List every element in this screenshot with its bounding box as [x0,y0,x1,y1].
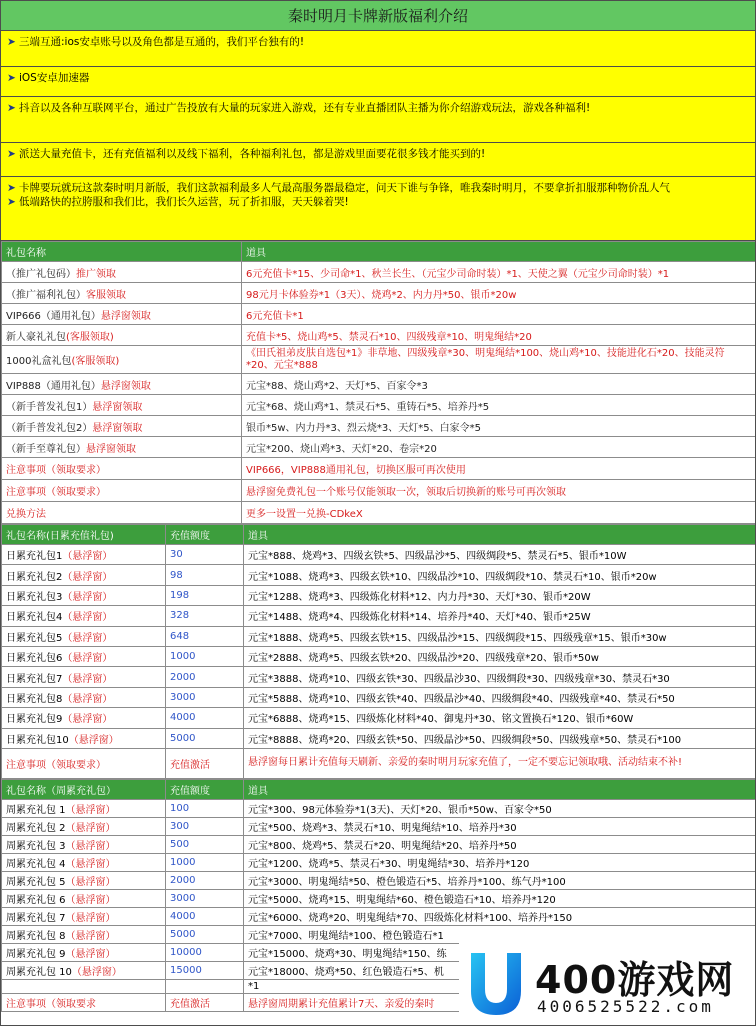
table-row [2,626,756,646]
gift-items: 元宝*1200、烧鸡*5、禁灵石*30、明鬼绳结*30、培养丹*120 [244,853,756,871]
gift-items: 元宝*1088、烧鸡*3、四级玄铁*10、四级晶沙*10、四级绸段*10、禁灵石*10、银币*20w [244,565,756,585]
gift-name: （推广礼包码） [6,268,76,280]
gift-name: （推广福利礼包） [6,289,86,301]
gift-name: （新手至尊礼包） [6,443,86,455]
table-row [2,395,756,416]
arrow-icon: ➤ [7,102,16,114]
gift-name: 周累充礼包 4 [6,858,66,870]
intro-text: 低端路快的拉胯服和我们比，我们长久运营，玩了折扣服，天天躲着哭! [19,196,349,208]
header-name: 礼包名称(日累充值礼包) [2,525,166,545]
claim-method: (客服领取) [66,331,114,343]
gift-tag: （悬浮窗） [62,693,113,705]
recharge-amount: 15000 [166,961,244,979]
table-row [2,262,756,283]
gift-tag: （悬浮窗） [62,714,113,726]
table-row [2,606,756,626]
intro-text: 三端互通:ios安卓账号以及角色都是互通的，我们平台独有的! [19,36,305,48]
gift-name: 日累充礼包8 [6,693,63,705]
table-row [2,646,756,666]
recharge-amount: 328 [166,606,244,626]
recharge-amount: 5000 [166,925,244,943]
arrow-icon: ➤ [7,36,16,48]
note-amount: 充值激活 [166,993,244,1011]
gift-items: 元宝*1488、烧鸡*4、四级炼化材料*14、培养丹*40、天灯*40、银币*25W [244,606,756,626]
table-row [2,667,756,687]
table-row [2,817,756,835]
gift-name: （新手普发礼包2） [6,422,93,434]
arrow-icon: ➤ [7,148,16,160]
header-amount: 充值额度 [166,525,244,545]
recharge-amount: 4000 [166,907,244,925]
arrow-icon: ➤ [7,182,16,194]
intro-text: 抖音以及各种互联网平台，通过广告投放有大量的玩家进入游戏，还有专业直播团队主播为你介绍游戏玩法，游戏各种福利! [19,102,591,114]
header-items: 道具 [244,779,756,799]
table-header [2,779,756,799]
gift-tag: （悬浮窗） [62,673,113,685]
table-row [2,889,756,907]
recharge-amount: 10000 [166,943,244,961]
table-row [2,853,756,871]
gift-tag: （悬浮窗） [62,612,113,624]
intro-text: 卡牌要玩就玩这款秦时明月新版，我们这款福利最多人气最高服务器最稳定，问天下谁与争锋，唯我秦时明月，不要拿折扣服那种物价乱人气 [19,182,670,194]
table-row [2,565,756,585]
page-title: 秦时明月卡牌新版福利介绍 [1,1,755,31]
intro-box-1 [1,31,755,67]
gift-tag: （悬浮窗） [62,591,113,603]
intro-text: iOS安卓加速器 [19,72,90,84]
table-row [2,907,756,925]
recharge-amount: 2000 [166,871,244,889]
gift-items: 6元充值卡*15、少司命*1、秋兰长生、（元宝少司命时装）*1、天使之翼（元宝少司命时装）*1 [242,262,756,283]
gift-tag: （悬浮窗） [65,894,116,906]
table-row [2,304,756,325]
recharge-amount: 98 [166,565,244,585]
gift-name: 日累充礼包10 [6,734,69,746]
table-row [2,748,756,778]
gift-name: 日累充礼包2 [6,571,63,583]
arrow-icon: ➤ [7,72,16,84]
gift-items: 元宝*300、98元体验券*1(3天)、天灯*20、银币*50w、百家令*50 [244,799,756,817]
redeem-text: 更多一设置一兑换-CDkeX [242,502,756,524]
gift-items: 元宝*5888、烧鸡*10、四级玄铁*40、四级晶沙*40、四级绸段*40、四级残章*40、禁灵石*50 [244,687,756,707]
gift-items: 充值卡*5、烧山鸡*5、禁灵石*10、四级残章*10、明鬼绳结*20 [242,325,756,346]
recharge-amount: 2000 [166,667,244,687]
gift-name: 1000礼盒礼包 [6,356,72,367]
claim-method: 悬浮窗领取 [92,401,143,413]
note-amount: 充值激活 [166,748,244,778]
gift-items: 元宝*7000、明鬼绳结*100、橙色锻造石*1 [244,925,756,943]
table-row [2,871,756,889]
table-row [2,708,756,728]
table-row [2,374,756,395]
gift-items: 银币*5w、内力丹*3、烈云烧*3、天灯*5、白家令*5 [242,416,756,437]
table-row [2,283,756,304]
recharge-amount [166,979,244,993]
gift-tag: （悬浮窗） [65,858,116,870]
watermark-url: 4006525522.com [537,997,714,1016]
gift-items: 元宝*3000、明鬼绳结*50、橙色锻造石*5、培养丹*100、练气丹*100 [244,871,756,889]
gift-name: 日累充礼包9 [6,714,63,726]
gift-name: 日累充礼包3 [6,591,63,603]
recharge-amount: 5000 [166,728,244,748]
intro-box-5 [1,177,755,241]
recharge-amount: 3000 [166,687,244,707]
gift-items: 6元充值卡*1 [242,304,756,325]
table-row [2,325,756,346]
gift-items: 元宝*15000、烧鸡*30、明鬼绳结*150、练 [244,943,756,961]
header-items: 道具 [242,242,756,262]
gift-tag: （悬浮窗） [65,822,116,834]
note-text: 悬浮窗周期累计充值累计7天、亲爱的秦时 [244,993,756,1011]
gift-items: 元宝*5000、烧鸡*15、明鬼绳结*60、橙色锻造石*10、培养丹*120 [244,889,756,907]
gift-items: 元宝*1288、烧鸡*3、四级炼化材料*12、内力丹*30、天灯*30、银币*20W [244,585,756,605]
table-header [2,242,756,262]
gift-tag: （悬浮窗） [62,571,113,583]
table-row [2,799,756,817]
claim-method: (客服领取) [71,356,120,367]
note-label: 注意事项（领取要求） [2,458,242,480]
gift-items: 元宝*18000、烧鸡*50、红色锻造石*5、机 [244,961,756,979]
gift-name [2,979,166,993]
gift-items: 元宝*6888、烧鸡*15、四级炼化材料*40、御鬼丹*30、铭文置换石*120、银币*60W [244,708,756,728]
gift-items: 元宝*68、烧山鸡*1、禁灵石*5、重铸石*5、培养丹*5 [242,395,756,416]
gift-name: 日累充礼包7 [6,673,63,685]
table-row [2,437,756,458]
intro-box-3 [1,97,755,143]
recharge-amount: 1000 [166,853,244,871]
gift-tag: （悬浮窗） [68,734,119,746]
gift-name: 新人豪礼礼包 [6,331,66,343]
gift-name: 日累充礼包1 [6,551,63,563]
gift-tag: （悬浮窗） [65,876,116,888]
gift-tag: （悬浮窗） [62,551,113,563]
claim-method: 悬浮窗领取 [100,310,151,322]
gift-name: VIP888（通用礼包） [6,380,101,392]
recharge-amount: 300 [166,817,244,835]
recharge-amount: 1000 [166,646,244,666]
intro-text: 派送大量充值卡，还有充值福利以及线下福利，各种福利礼包，都是游戏里面要花很多钱才能买到的! [19,148,486,160]
gift-items: 元宝*2888、烧鸡*5、四级玄铁*20、四级晶沙*20、四级残章*20、银币*50w [244,646,756,666]
gift-name: 周累充礼包 3 [6,840,66,852]
intro-box-2 [1,67,755,97]
gift-items: 元宝*1888、烧鸡*5、四级玄铁*15、四级晶沙*15、四级绸段*15、四级残章*15、银币*30w [244,626,756,646]
gift-name: VIP666（通用礼包） [6,310,101,322]
claim-method: 推广领取 [76,268,116,280]
note-label: 注意事项（领取要求） [2,748,166,778]
gift-tag: （悬浮窗） [71,966,122,978]
gift-items: 98元月卡体验券*1（3天）、烧鸡*2、内力丹*50、银币*20w [242,283,756,304]
gift-items: 元宝*800、烧鸡*5、禁灵石*20、明鬼绳结*20、培养丹*50 [244,835,756,853]
note-text: VIP666，VIP888通用礼包，切换区服可再次使用 [242,458,756,480]
gift-tag: （悬浮窗） [65,948,116,960]
gift-items: *1 [244,979,756,993]
table-header [2,525,756,545]
intro-box-4 [1,143,755,177]
table-row [2,687,756,707]
header-items: 道具 [244,525,756,545]
gift-items: 元宝*8888、烧鸡*20、四级玄铁*50、四级晶沙*50、四级绸段*50、四级残章*50、禁灵石*100 [244,728,756,748]
gift-name: 周累充礼包 8 [6,930,66,942]
table-row [2,346,756,374]
gift-items: 元宝*500、烧鸡*3、禁灵石*10、明鬼绳结*10、培养丹*30 [244,817,756,835]
recharge-amount: 100 [166,799,244,817]
note-label: 注意事项（领取要求） [2,480,242,502]
recharge-amount: 500 [166,835,244,853]
gift-items: 元宝*6000、烧鸡*20、明鬼绳结*70、四级炼化材料*100、培养丹*150 [244,907,756,925]
claim-method: 悬浮窗领取 [86,443,136,455]
gift-items: 元宝*88、烧山鸡*2、天灯*5、百家令*3 [242,374,756,395]
table-row [2,480,756,502]
gift-name: （新手普发礼包1） [6,401,93,413]
gift-tag: （悬浮窗） [62,653,113,665]
table-row [2,545,756,565]
gift-name: 日累充礼包5 [6,632,63,644]
table-row [2,458,756,480]
gift-name: 周累充礼包 1 [6,804,66,816]
gift-name: 日累充礼包4 [6,612,63,624]
recharge-amount: 198 [166,585,244,605]
gift-items: 《田氏祖弟皮肤自选包*1》非草地、四级残章*30、明鬼绳结*100、烧山鸡*10、技能进化石*20、技能灵符*20、元宝*888 [242,346,756,374]
gift-name: 周累充礼包 2 [6,822,66,834]
gift-tag: （悬浮窗） [65,840,116,852]
recharge-amount: 30 [166,545,244,565]
gift-name: 周累充礼包 9 [6,948,66,960]
note-text: 悬浮窗每日累计充值每天刷新、亲爱的秦时明月玩家充值了，一定不要忘记领取哦、活动结束不补! [244,748,756,778]
table-row [2,925,756,943]
table-row [2,502,756,524]
claim-method: 悬浮窗领取 [100,380,151,392]
header-name: 礼包名称（周累充礼包） [2,779,166,799]
header-name: 礼包名称 [2,242,242,262]
gift-tag: （悬浮窗） [65,930,116,942]
claim-method: 客服领取 [86,289,126,301]
gift-tag: （悬浮窗） [65,804,116,816]
gift-items: 元宝*3888、烧鸡*10、四级玄铁*30、四级晶沙30、四级绸段*30、四级残章*30、禁灵石*30 [244,667,756,687]
gift-tag: （悬浮窗） [62,632,113,644]
gift-tag: （悬浮窗） [65,912,116,924]
gift-name: 周累充礼包 6 [6,894,66,906]
redeem-label: 兑换方法 [2,502,242,524]
u-logo-icon [467,949,525,1019]
gift-name: 周累充礼包 7 [6,912,66,924]
recharge-amount: 3000 [166,889,244,907]
gift-name: 日累充礼包6 [6,653,63,665]
gift-table [1,241,756,524]
claim-method: 悬浮窗领取 [92,422,143,434]
table-row [2,728,756,748]
daily-recharge-table [1,524,756,779]
note-label: 注意事项（领取要求 [2,993,166,1011]
recharge-amount: 648 [166,626,244,646]
gift-items: 元宝*200、烧山鸡*3、天灯*20、卷宗*20 [242,437,756,458]
gift-name: 周累充礼包 5 [6,876,66,888]
note-text: 悬浮窗免费礼包一个账号仅能领取一次，领取后切换新的账号可再次领取 [242,480,756,502]
header-amount: 充值额度 [166,779,244,799]
gift-name: 周累充礼包 10 [6,966,72,978]
table-row [2,585,756,605]
table-row [2,416,756,437]
recharge-amount: 4000 [166,708,244,728]
site-watermark [459,943,756,1026]
arrow-icon: ➤ [7,196,16,208]
table-row [2,835,756,853]
watermark-brand: 400游戏网 [535,958,735,1002]
gift-items: 元宝*888、烧鸡*3、四级玄铁*5、四级晶沙*5、四级绸段*5、禁灵石*5、银币*10W [244,545,756,565]
